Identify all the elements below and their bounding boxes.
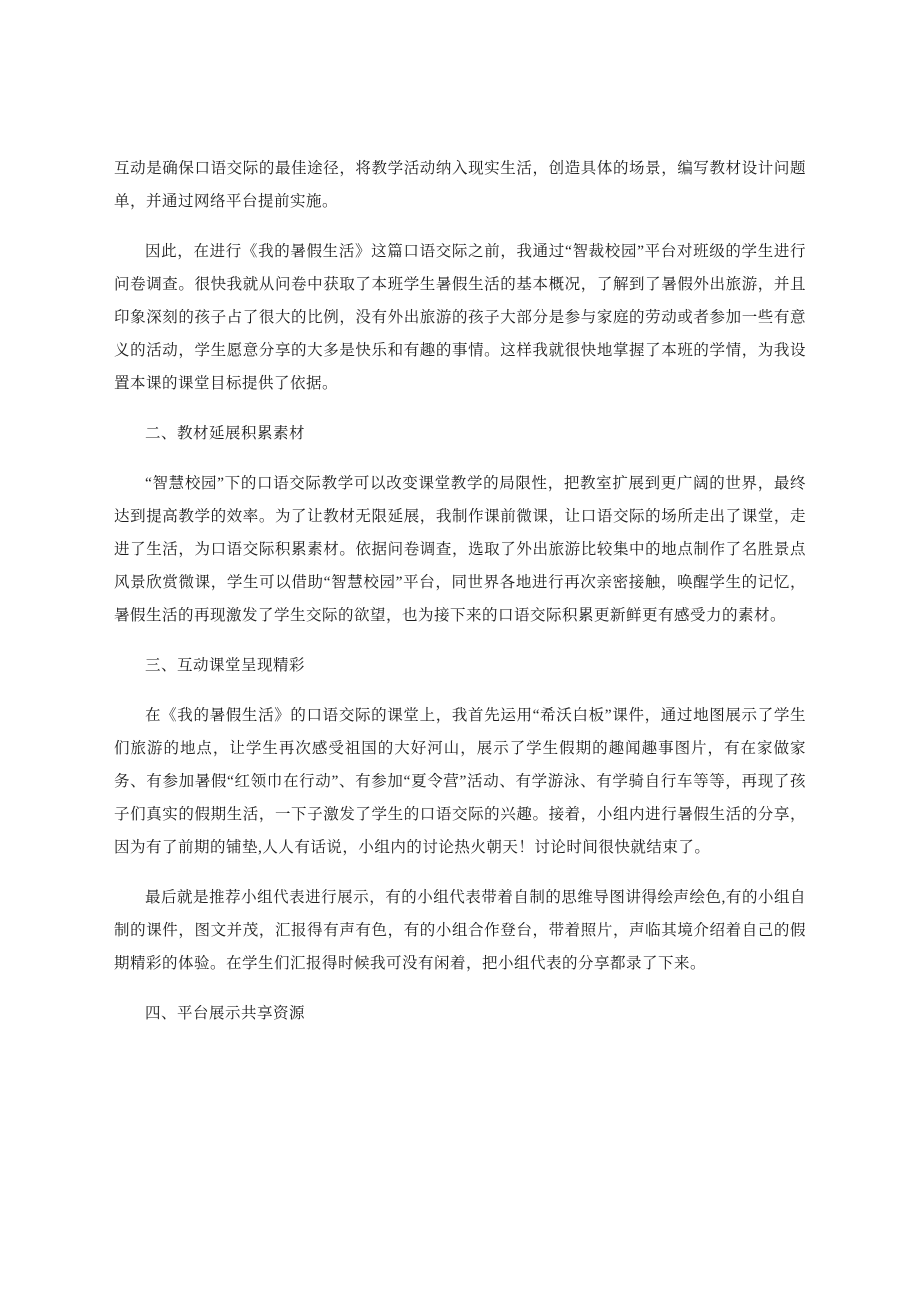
section-heading-3: 三、互动课堂呈现精彩 bbox=[145, 657, 306, 674]
paragraph-survey: 因此，在进行《我的暑假生活》这篇口语交际之前，我通过“智裁校园”平台对班级的学生进行问卷调查。很快我就从问卷中获取了本班学生暑假生活的基本概况，了解到了暑假外出旅游，并且印象深刻的孩子占了很大的比例，没有外出旅游的孩子大部分是参与家庭的劳动或者参加一些有意义的活动，学生愿意分享的大多是快乐和有趣的事情。这样我就很快地掌握了本班的学情，为我设置本课的课堂目标提供了依据。 bbox=[114, 243, 806, 392]
paragraph-interactive-classroom: 在《我的暑假生活》的口语交际的课堂上，我首先运用“希沃白板”课件，通过地图展示了学生们旅游的地点，让学生再次感受祖国的大好河山，展示了学生假期的趣闻趣事图片，有在家做家务、有参加暑假“红领巾在行动”、有参加“夏令营”活动、有学游泳、有学骑自行车等等，再现了孩子们真实的假期生活，一下子激发了学生的口语交际的兴趣。接着，小组内进行暑假生活的分享，因为有了前期的铺垫,人人有话说，小组内的讨论热火朝天！讨论时间很快就结束了。 bbox=[114, 707, 806, 856]
paragraph-continued: 互动是确保口语交际的最佳途径，将教学活动纳入现实生活，创造具体的场景，编写教材设计问题单，并通过网络平台提前实施。 bbox=[114, 160, 806, 210]
paragraph-material-extension: “智慧校园”下的口语交际教学可以改变课堂教学的局限性，把教室扩展到更广阔的世界，最终达到提高教学的效率。为了让教材无限延展，我制作课前微课，让口语交际的场所走出了课堂，走进了生活，为口语交际积累素材。依据问卷调查，选取了外出旅游比较集中的地点制作了名胜景点风景欣赏微课，学生可以借助“智慧校园”平台，同世界各地进行再次亲密接触，唤醒学生的记忆，暑假生活的再现激发了学生交际的欲望，也为接下来的口语交际积累更新鲜更有感受力的素材。 bbox=[114, 475, 806, 624]
section-heading-4: 四、平台展示共享资源 bbox=[145, 1005, 306, 1022]
section-heading-2: 二、教材延展积累素材 bbox=[145, 425, 306, 442]
paragraph-group-presentation: 最后就是推荐小组代表进行展示，有的小组代表带着自制的思维导图讲得绘声绘色,有的小组自制的课件，图文并茂，汇报得有声有色，有的小组合作登台，带着照片，声临其境介绍着自己的假期精彩的体验。在学生们汇报得时候我可没有闲着，把小组代表的分享都录了下来。 bbox=[114, 889, 806, 972]
